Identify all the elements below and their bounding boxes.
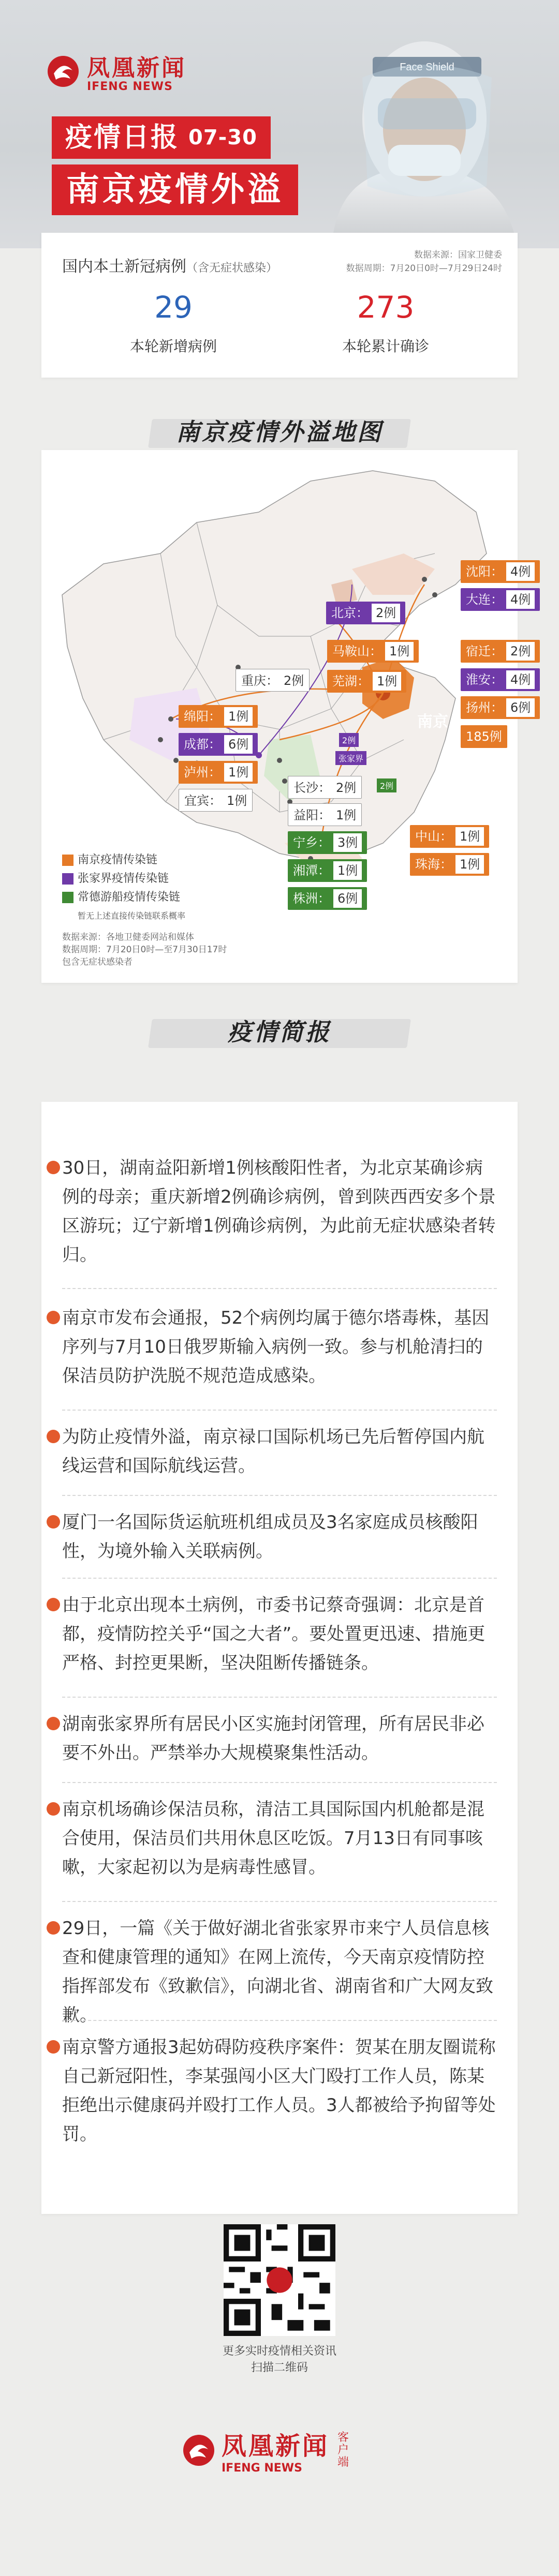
brief-item-6: 湖南张家界所有居民小区实施封闭管理，所有居民非必要不外出。严禁举办大规模聚集性活动。 — [62, 1710, 497, 1768]
bullet-icon — [47, 1802, 60, 1816]
zjj-mark-label: 张家界 — [335, 751, 366, 765]
map-label-xiangtan: 湘潭： 1例 — [288, 859, 367, 882]
map-label-zhongshan: 中山： 1例 — [410, 825, 489, 848]
map-label-nanjing-count: 185例 — [461, 725, 507, 748]
brief-heading: 疫情简报 — [135, 1009, 424, 1055]
new-cases-label: 本轮新增病例 — [129, 338, 217, 355]
map-heading: 南京疫情外溢地图 — [135, 409, 424, 455]
map-label-yangzhou: 扬州： 6例 — [461, 696, 540, 719]
new-cases-value: 29 — [154, 290, 193, 325]
brief-item-9: 南京警方通报3起妨碍防疫秩序案件：贺某在朋友圈谎称自己新冠阳性，李某强闯小区大门殴打工作人员，陈某拒绝出示健康码并殴打工作人员。3人都被给予拘留等处罚。 — [62, 2033, 497, 2149]
brand-logo — [47, 49, 186, 93]
map-label-chongqing: 重庆： 2例 — [236, 669, 310, 692]
divider — [62, 1495, 497, 1496]
footer-brand-en: IFENG NEWS — [222, 2462, 302, 2475]
map-label-huaian: 淮安： 4例 — [461, 668, 540, 691]
total-cases-value: 273 — [357, 290, 415, 325]
map-label-zhuhai: 珠海： 1例 — [410, 853, 489, 876]
qr-code[interactable] — [224, 2224, 335, 2336]
map-label-luzhou: 泸州： 1例 — [179, 761, 258, 784]
bullet-icon — [47, 1430, 60, 1443]
bullet-icon — [47, 1161, 60, 1174]
map-label-beijing: 北京： 2例 — [326, 602, 405, 624]
map-label-mianyang: 绵阳： 1例 — [179, 705, 258, 728]
bullet-icon — [47, 1515, 60, 1529]
map-label-shenyang: 沈阳： 4例 — [461, 560, 540, 583]
brief-item-7: 南京机场确诊保洁员称，清洁工具国际国内机舱都是混合使用，保洁员们共用休息区吃饭。7月13日有同事咳嗽，大家起初以为是病毒性感冒。 — [62, 1795, 497, 1882]
map-label-wuhu: 芜湖： 1例 — [327, 670, 406, 693]
brief-item-5: 由于北京出现本土病例，市委书记蔡奇强调：北京是首都，疫情防控关乎“国之大者”。要处置更迅速、措施更严格、封控更果断，坚决阻断传播链条。 — [62, 1591, 497, 1678]
report-date: 07-30 — [188, 126, 257, 149]
footer-brand-cn: 凤凰新闻 — [222, 2432, 330, 2461]
divider — [62, 1782, 497, 1783]
doctor-illustration — [300, 21, 538, 248]
brief-item-2: 南京市发布会通报，52个病例均属于德尔塔毒株，基因序列与7月10日俄罗斯输入病例一致。参与机舱清扫的保洁员防护洗脱不规范造成感染。 — [62, 1304, 497, 1390]
stats-source — [331, 248, 502, 275]
headline: 南京疫情外溢 — [52, 164, 298, 215]
map-label-nanjing: 南京 — [417, 713, 448, 731]
map-label-chengdu: 成都： 6例 — [179, 733, 258, 756]
divider — [62, 1410, 497, 1411]
divider — [62, 1288, 497, 1289]
face-shield-text: Face Shield — [400, 62, 454, 73]
divider — [62, 1697, 497, 1698]
phoenix-icon — [47, 55, 80, 88]
brief-item-3: 为防止疫情外溢，南京禄口国际机场已先后暂停国内航线运营和国际航线运营。 — [62, 1422, 497, 1480]
map-label-yibin: 宜宾： 1例 — [179, 789, 253, 812]
map-label-ningxiang: 宁乡： 3例 — [288, 831, 367, 854]
legend-item-nanjing: 南京疫情传染链 — [62, 851, 185, 870]
map-label-yiyang: 益阳： 1例 — [288, 803, 362, 826]
bullet-icon — [47, 2040, 60, 2054]
daily-report-title — [52, 116, 271, 159]
legend-item-changde: 常德游船疫情传染链 — [62, 888, 185, 907]
zjj-mark-1: 2例 — [339, 733, 359, 747]
bullet-icon — [47, 1921, 60, 1935]
divider — [62, 2020, 497, 2021]
legend-item-zhangjiajie: 张家界疫情传染链 — [62, 870, 185, 888]
map-legend — [62, 851, 185, 925]
bullet-icon — [47, 1311, 60, 1324]
map-label-zhuzhou: 株洲： 6例 — [288, 887, 367, 910]
map-label-suqian: 宿迁： 2例 — [461, 640, 540, 663]
divider — [62, 1901, 497, 1902]
map-label-dalian: 大连： 4例 — [461, 588, 540, 611]
footer-app-suffix: 客户端 — [337, 2431, 349, 2469]
qr-caption: 更多实时疫情相关资讯 扫描二维码 — [222, 2345, 336, 2374]
hero-banner — [0, 0, 559, 248]
report-title: 疫情日报 — [65, 122, 180, 153]
stats-source-line1: 数据来源：国家卫健委 — [414, 250, 502, 260]
map-label-changsha: 长沙： 2例 — [288, 776, 362, 799]
bullet-icon — [47, 1717, 60, 1730]
brief-item-1: 30日，湖南益阳新增1例核酸阳性者，为北京某确诊病例的母亲；重庆新增2例确诊病例，曾到陕西西安多个景区游玩；辽宁新增1例确诊病例，为此前无症状感染者转归。 — [62, 1154, 497, 1269]
brief-item-8: 29日，一篇《关于做好湖北省张家界市来宁人员信息核查和健康管理的通知》在网上流传，今天南京疫情防控指挥部发布《致歉信》，向湖北省、湖南省和广大网友致歉。 — [62, 1914, 497, 2030]
total-cases-label: 本轮累计确诊 — [342, 338, 429, 355]
brand-name-cn: 凤凰新闻 — [87, 55, 186, 81]
map-source: 数据来源：各地卫健委网站和媒体 数据周期：7月20日0时—至7月30日17时 包含无症状感染者 — [62, 932, 227, 967]
bullet-icon — [47, 1598, 60, 1611]
map-label-maanshan: 马鞍山： 1例 — [327, 640, 419, 663]
divider — [62, 1578, 497, 1579]
stats-label-note: （含无症状感染） — [186, 262, 278, 275]
legend-note: 暂无上述直接传染链联系概率 — [78, 911, 186, 921]
zjj-mark-2: 2例 — [377, 778, 396, 792]
footer-logo — [182, 2426, 351, 2475]
brief-item-4: 厦门一名国际货运航班机组成员及3名家庭成员核酸阳性，为境外输入关联病例。 — [62, 1508, 497, 1566]
phoenix-icon — [182, 2434, 215, 2467]
stats-source-line2: 数据周期：7月20日0时—7月29日24时 — [346, 263, 502, 274]
stats-label: 国内本土新冠病例（含无症状感染） — [62, 258, 278, 276]
brand-name-en: IFENG NEWS — [87, 80, 173, 93]
